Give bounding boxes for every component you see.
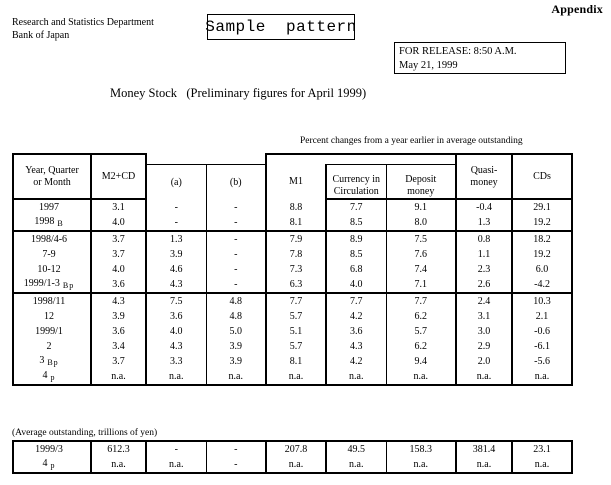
cell-m1: 8.8 (266, 199, 326, 215)
cell-currency: 4.2 (326, 354, 386, 369)
cell-b: - (206, 457, 266, 473)
cell-quasi: 0.8 (456, 231, 512, 247)
cell-m1: 7.7 (266, 293, 326, 309)
cell-deposit: 6.2 (386, 339, 456, 354)
cell-cds: 29.1 (512, 199, 572, 215)
cell-m2cd: 3.9 (91, 309, 146, 324)
cell-a: - (146, 441, 206, 457)
row-label-text: 1999/3 (35, 444, 63, 455)
average-outstanding-table (12, 440, 573, 474)
header-currency-top (326, 165, 386, 175)
cell-deposit: 7.7 (386, 293, 456, 309)
header-currency-line1: Currency in (332, 174, 380, 185)
cell-cds: -4.2 (512, 277, 572, 293)
cell-m2cd: 612.3 (91, 441, 146, 457)
cell-m2cd: n.a. (91, 369, 146, 385)
cell-b: - (206, 215, 266, 231)
row-label (13, 457, 91, 473)
row-label (13, 369, 91, 385)
header-quasi (456, 154, 512, 199)
row-label (13, 441, 91, 457)
cell-m1: 8.1 (266, 215, 326, 231)
cell-currency: n.a. (326, 369, 386, 385)
cell-quasi: -0.4 (456, 199, 512, 215)
header-deposit-top (386, 165, 456, 175)
cell-m1: n.a. (266, 369, 326, 385)
row-label-text: 10-12 (37, 264, 61, 275)
row-label-text: 2 (46, 341, 52, 352)
cell-quasi: 2.9 (456, 339, 512, 354)
cell-a: - (146, 199, 206, 215)
cell-m1: 207.8 (266, 441, 326, 457)
table-body-annual (13, 199, 572, 231)
cell-a: 3.3 (146, 354, 206, 369)
cell-b: 5.0 (206, 324, 266, 339)
table-row (13, 293, 572, 309)
row-label (13, 293, 91, 309)
appendix-label: Appendix (551, 2, 603, 16)
cell-b: - (206, 199, 266, 215)
units-note: Percent changes from a year earlier in average outstanding (300, 136, 523, 146)
table-row (13, 324, 572, 339)
table-row (13, 369, 572, 385)
row-label (13, 231, 91, 247)
cell-quasi: n.a. (456, 369, 512, 385)
cell-m1: 5.7 (266, 309, 326, 324)
cell-m1: n.a. (266, 457, 326, 473)
release-line-2: May 21, 1999 (399, 60, 458, 71)
header-deposit-line1: Deposit (405, 174, 437, 185)
cell-m2cd: 3.6 (91, 277, 146, 293)
row-label (13, 247, 91, 262)
row-label-text: 1999/1 (35, 326, 63, 337)
table-row (13, 215, 572, 231)
release-line-1: FOR RELEASE: 8:50 A.M. (399, 46, 517, 57)
row-label-text: 7-9 (42, 249, 56, 260)
table-row (13, 199, 572, 215)
table-row (13, 262, 572, 277)
average-outstanding-note: (Average outstanding, trillions of yen) (12, 428, 158, 438)
cell-deposit: 5.7 (386, 324, 456, 339)
cell-m1: 6.3 (266, 277, 326, 293)
row-label-text: 12 (44, 311, 54, 322)
cell-deposit: 7.6 (386, 247, 456, 262)
cell-deposit: 9.4 (386, 354, 456, 369)
table-row (13, 441, 572, 457)
cell-deposit: n.a. (386, 369, 456, 385)
table-row (13, 247, 572, 262)
header-deposit (386, 174, 456, 199)
cell-deposit: 7.4 (386, 262, 456, 277)
cell-quasi: 2.4 (456, 293, 512, 309)
cell-quasi: 3.1 (456, 309, 512, 324)
cell-currency: 7.7 (326, 293, 386, 309)
document-title: Money Stock (Preliminary figures for April 1999) (110, 86, 367, 100)
row-label (13, 215, 91, 231)
cell-currency: 7.7 (326, 199, 386, 215)
cell-deposit: 7.1 (386, 277, 456, 293)
cell-cds: -5.6 (512, 354, 572, 369)
cell-m2cd: n.a. (91, 457, 146, 473)
row-label-text: 1999/1-3 (23, 278, 60, 289)
header-m1-top (266, 154, 456, 165)
row-label-text: 1998/4-6 (30, 234, 68, 245)
header-quasi-line2: money (470, 176, 498, 188)
cell-currency: 4.2 (326, 309, 386, 324)
cell-cds: 23.1 (512, 441, 572, 457)
cell-currency: 8.5 (326, 247, 386, 262)
cell-deposit: 8.0 (386, 215, 456, 231)
department-block (12, 16, 154, 42)
cell-b: - (206, 247, 266, 262)
row-flag: Bp (47, 358, 59, 367)
cell-cds: 2.1 (512, 309, 572, 324)
cell-currency: 49.5 (326, 441, 386, 457)
cell-cds: 10.3 (512, 293, 572, 309)
cell-cds: 18.2 (512, 231, 572, 247)
cell-b: 3.9 (206, 354, 266, 369)
cell-m2cd: 3.4 (91, 339, 146, 354)
cell-b: 4.8 (206, 309, 266, 324)
cell-b: 3.9 (206, 339, 266, 354)
row-label-text: 4 (42, 458, 48, 469)
row-label-text: 1998/11 (32, 296, 66, 307)
cell-a: 4.0 (146, 324, 206, 339)
release-info-box (394, 42, 566, 74)
row-label-text: 4 (42, 370, 48, 381)
cell-m1: 7.9 (266, 231, 326, 247)
cell-b: n.a. (206, 369, 266, 385)
cell-deposit: 7.5 (386, 231, 456, 247)
cell-a: 7.5 (146, 293, 206, 309)
cell-m2cd: 4.3 (91, 293, 146, 309)
table-header-strip (13, 154, 572, 165)
header-a: (a) (146, 165, 206, 200)
cell-currency: 4.0 (326, 277, 386, 293)
row-flag: Bp (62, 281, 75, 290)
header-m1: M1 (266, 165, 326, 200)
cell-currency: 6.8 (326, 262, 386, 277)
cell-cds: -0.6 (512, 324, 572, 339)
cell-quasi: 3.0 (456, 324, 512, 339)
cell-currency: n.a. (326, 457, 386, 473)
header-row-label-line2: or Month (33, 176, 71, 188)
row-label (13, 277, 91, 293)
cell-a: 3.6 (146, 309, 206, 324)
header-spacer-b (206, 154, 266, 165)
header-row-label (13, 154, 91, 199)
cell-m2cd: 3.7 (91, 231, 146, 247)
header-quasi-line1: Quasi- (470, 164, 498, 176)
header-currency (326, 174, 386, 199)
cell-b: - (206, 262, 266, 277)
row-label (13, 199, 91, 215)
cell-a: 4.6 (146, 262, 206, 277)
table-row (13, 339, 572, 354)
header-cds: CDs (512, 154, 572, 199)
cell-quasi: 1.3 (456, 215, 512, 231)
cell-deposit: 9.1 (386, 199, 456, 215)
header-row-label-line1: Year, Quarter (25, 164, 79, 176)
cell-currency: 4.3 (326, 339, 386, 354)
cell-quasi: 2.0 (456, 354, 512, 369)
header-spacer-a (146, 154, 206, 165)
header-currency-line2: Circulation (333, 186, 379, 197)
cell-a: 3.9 (146, 247, 206, 262)
table-row (13, 231, 572, 247)
cell-m2cd: 3.1 (91, 199, 146, 215)
cell-quasi: 2.3 (456, 262, 512, 277)
cell-a: 4.3 (146, 277, 206, 293)
cell-currency: 3.6 (326, 324, 386, 339)
cell-m2cd: 3.6 (91, 324, 146, 339)
cell-quasi: 1.1 (456, 247, 512, 262)
department-line-1: Research and Statistics Department (12, 17, 154, 28)
cell-cds: -6.1 (512, 339, 572, 354)
cell-a: 1.3 (146, 231, 206, 247)
row-flag: p (50, 461, 56, 470)
table-row (13, 309, 572, 324)
header-deposit-line2: money (407, 186, 435, 197)
cell-currency: 8.5 (326, 215, 386, 231)
cell-quasi: n.a. (456, 457, 512, 473)
cell-b: 4.8 (206, 293, 266, 309)
cell-cds: 19.2 (512, 247, 572, 262)
row-label (13, 339, 91, 354)
cell-cds: 19.2 (512, 215, 572, 231)
cell-a: n.a. (146, 369, 206, 385)
cell-cds: n.a. (512, 457, 572, 473)
cell-quasi: 381.4 (456, 441, 512, 457)
row-label (13, 262, 91, 277)
cell-m1: 8.1 (266, 354, 326, 369)
cell-m1: 7.3 (266, 262, 326, 277)
table-row (13, 457, 572, 473)
cell-a: n.a. (146, 457, 206, 473)
cell-b: - (206, 277, 266, 293)
table-row (13, 277, 572, 293)
cell-a: 4.3 (146, 339, 206, 354)
table-row (13, 354, 572, 369)
cell-cds: n.a. (512, 369, 572, 385)
cell-b: - (206, 441, 266, 457)
row-label-text: 1998 (34, 216, 55, 227)
sample-pattern-text: Sample pattern (205, 18, 357, 36)
cell-m1: 5.7 (266, 339, 326, 354)
sample-pattern-box (207, 14, 355, 40)
cell-currency: 8.9 (326, 231, 386, 247)
cell-m2cd: 4.0 (91, 262, 146, 277)
cell-m2cd: 4.0 (91, 215, 146, 231)
header-b: (b) (206, 165, 266, 200)
row-label (13, 354, 91, 369)
cell-b: - (206, 231, 266, 247)
row-label (13, 324, 91, 339)
money-stock-table (12, 153, 573, 386)
cell-deposit: 6.2 (386, 309, 456, 324)
row-label (13, 309, 91, 324)
row-flag: p (50, 373, 56, 382)
cell-cds: 6.0 (512, 262, 572, 277)
cell-deposit: n.a. (386, 457, 456, 473)
row-label-text: 3 (39, 355, 45, 366)
cell-deposit: 158.3 (386, 441, 456, 457)
row-flag: B (57, 219, 64, 228)
cell-m1: 5.1 (266, 324, 326, 339)
cell-quasi: 2.6 (456, 277, 512, 293)
cell-m2cd: 3.7 (91, 247, 146, 262)
row-label-text: 1997 (39, 202, 59, 213)
header-m2cd: M2+CD (91, 154, 146, 199)
table-body-quarterly (13, 231, 572, 293)
department-line-2: Bank of Japan (12, 30, 70, 41)
cell-m2cd: 3.7 (91, 354, 146, 369)
cell-m1: 7.8 (266, 247, 326, 262)
table-body-average (13, 441, 572, 473)
cell-a: - (146, 215, 206, 231)
table-body-monthly (13, 293, 572, 385)
